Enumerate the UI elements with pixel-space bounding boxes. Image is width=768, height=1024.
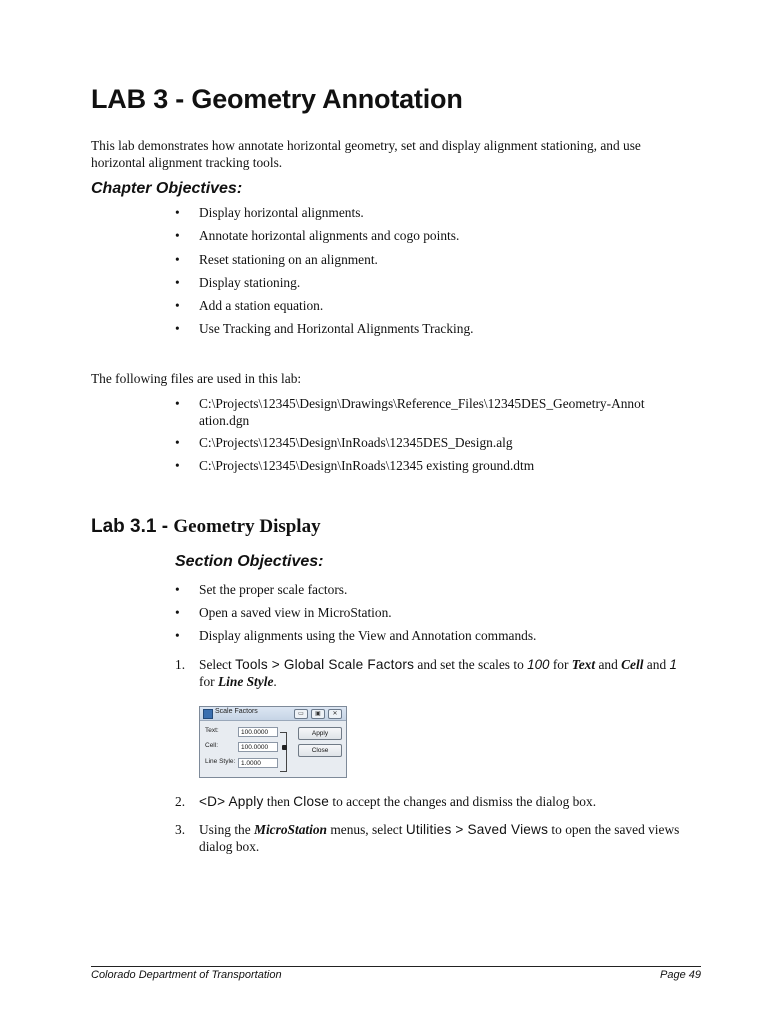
step-text: and — [643, 657, 670, 672]
linestyle-scale-input[interactable]: 1.0000 — [238, 758, 278, 768]
scale-value: 100 — [527, 657, 550, 672]
step-text: menus, select — [326, 822, 406, 837]
lab-3-1-heading — [91, 516, 321, 538]
footer-page-number: Page 49 — [660, 969, 701, 981]
list-item: • Reset stationing on an alignment. — [175, 252, 695, 269]
apply-button[interactable]: Apply — [298, 727, 342, 740]
maximize-icon[interactable]: ▣ — [311, 709, 325, 719]
scale-lock-bracket — [280, 732, 287, 772]
step-text: for — [199, 674, 218, 689]
intro-paragraph: This lab demonstrates how annotate horizontal geometry, set and display alignment stationing, and use horizontal alignment tracking tools. — [91, 138, 641, 170]
field-name: Text — [571, 657, 596, 672]
list-item: • C:\Projects\12345\Design\Drawings\Reference_Files\12345DES_Geometry-Annotation.dgn — [175, 396, 645, 429]
lock-icon[interactable] — [282, 745, 287, 750]
step-number: 3. — [175, 822, 186, 837]
footer-divider — [91, 966, 701, 967]
step-number: 1. — [175, 657, 186, 672]
text-scale-input[interactable]: 100.0000 — [238, 727, 278, 737]
step-text: then — [263, 794, 294, 809]
menu-path: Utilities > Saved Views — [405, 822, 549, 837]
linestyle-scale-label: Line Style: — [205, 758, 236, 765]
section-objectives-heading: Section Objectives: — [175, 553, 324, 570]
command-name: Close — [293, 794, 330, 809]
list-item: • C:\Projects\12345\Design\InRoads\12345DES_Design.alg — [175, 435, 645, 452]
text-scale-label: Text: — [205, 727, 219, 734]
list-item: • Display horizontal alignments. — [175, 205, 695, 222]
step-1 — [175, 656, 704, 690]
step-text: . — [273, 674, 277, 689]
step-item — [175, 793, 704, 810]
files-intro: The following files are used in this lab: — [91, 371, 302, 386]
step-text: Select — [199, 657, 236, 672]
cell-scale-input[interactable]: 100.0000 — [238, 742, 278, 752]
command-name: <D> Apply — [199, 794, 264, 809]
list-item: • Display stationing. — [175, 275, 695, 292]
app-icon — [203, 709, 213, 719]
list-item: • Open a saved view in MicroStation. — [175, 605, 695, 622]
minimize-icon[interactable]: ▭ — [294, 709, 308, 719]
list-item: • Annotate horizontal alignments and cogo points. — [175, 228, 695, 245]
step-text: for — [549, 657, 572, 672]
footer-organization: Colorado Department of Transportation — [91, 969, 282, 981]
dialog-title-bar — [200, 707, 346, 721]
close-icon[interactable]: ✕ — [328, 709, 342, 719]
list-item: • C:\Projects\12345\Design\InRoads\12345 existing ground.dtm — [175, 458, 645, 475]
step-text: to open the saved views dialog box. — [199, 822, 680, 854]
chapter-objectives-list — [175, 205, 695, 338]
lab-name: Geometry Display — [173, 516, 321, 537]
step-3 — [175, 821, 704, 855]
step-text: and — [595, 657, 622, 672]
step-item — [175, 821, 704, 855]
list-item: • Use Tracking and Horizontal Alignments Tracking. — [175, 321, 695, 338]
step-text: to accept the changes and dismiss the dialog box. — [329, 794, 597, 809]
files-list — [175, 396, 645, 474]
list-item: • Display alignments using the View and Annotation commands. — [175, 628, 695, 645]
field-name: Line Style — [217, 674, 274, 689]
scale-factors-dialog — [199, 706, 347, 778]
page-title: LAB 3 - Geometry Annotation — [91, 84, 463, 114]
step-2 — [175, 793, 704, 810]
menu-path: Tools > Global Scale Factors — [235, 657, 415, 672]
scale-value: 1 — [669, 657, 677, 672]
lab-number: Lab 3.1 - — [91, 516, 174, 537]
step-text: Using the — [199, 822, 255, 837]
chapter-objectives-heading: Chapter Objectives: — [91, 180, 243, 197]
list-item: • Add a station equation. — [175, 298, 695, 315]
cell-scale-label: Cell: — [205, 742, 219, 749]
section-objectives-list — [175, 582, 695, 645]
step-item — [175, 656, 704, 690]
list-item: • Set the proper scale factors. — [175, 582, 695, 599]
app-name: MicroStation — [254, 822, 327, 837]
field-name: Cell — [621, 657, 644, 672]
step-number: 2. — [175, 794, 186, 809]
close-button[interactable]: Close — [298, 744, 342, 757]
step-text: and set the scales to — [414, 657, 528, 672]
dialog-title: Scale Factors — [215, 708, 258, 715]
